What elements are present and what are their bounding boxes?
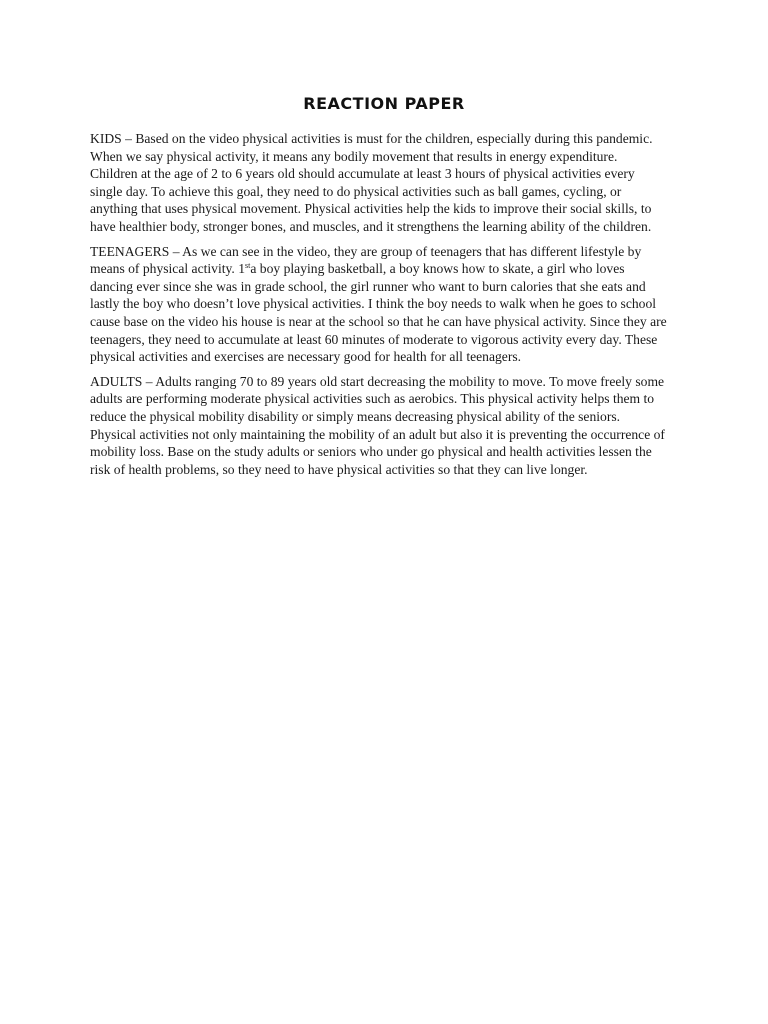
text-line: cause base on the video his house is near at the school so that he can have physical activity. Since they are bbox=[90, 313, 667, 329]
text-line: KIDS – Based on the video physical activities is must for the children, especially during this pandemic. bbox=[90, 131, 653, 146]
text-line: dancing ever since she was in grade school, the girl runner who want to burn calories that she eats and bbox=[90, 278, 646, 294]
text-line: teenagers, they need to accumulate at least 60 minutes of moderate to vigorous activity every day. These bbox=[90, 331, 658, 347]
ordinal-suffix: st bbox=[245, 261, 251, 271]
text-line: risk of health problems, so they need to have physical activities so that they can live longer. bbox=[90, 461, 588, 477]
text-line: Children at the age of 2 to 6 years old should accumulate at least 3 hours of physical activities every bbox=[90, 166, 635, 182]
text-line: ADULTS – Adults ranging 70 to 89 years old start decreasing the mobility to move. To move freely some bbox=[90, 373, 665, 389]
page-title: REACTION PAPER bbox=[303, 94, 465, 113]
text-line: have healthier body, stronger bones, and muscles, and it strengthens the learning ability of the children. bbox=[90, 218, 652, 234]
text-line: single day. To achieve this goal, they need to do physical activities such as ball games, cycling, or bbox=[90, 183, 622, 199]
text-line: adults are performing moderate physical activities such as aerobics. This physical activity helps them to bbox=[90, 391, 655, 407]
text-line: When we say physical activity, it means any bodily movement that results in energy expenditure. bbox=[90, 148, 618, 164]
paragraph-adults bbox=[90, 373, 685, 479]
text-line: physical activities and exercises are necessary good for health for all teenagers. bbox=[90, 349, 522, 365]
text-line: lastly the boy who doesn’t love physical activities. I think the boy needs to walk when he goes to school bbox=[90, 296, 657, 312]
document-body bbox=[90, 130, 685, 485]
text-line: TEENAGERS – As we can see in the video, they are group of teenagers that has different lifestyle by bbox=[90, 243, 642, 259]
text-line: anything that uses physical movement. Physical activities help the kids to improve their social skills, to bbox=[90, 201, 652, 217]
paragraph-teenagers bbox=[90, 243, 685, 366]
paragraph-kids bbox=[90, 130, 685, 236]
text-line: Physical activities not only maintaining the mobility of an adult but also it is preventing the occurrence of bbox=[90, 426, 665, 442]
text-line: reduce the physical mobility disability or simply means decreasing physical ability of the seniors. bbox=[90, 408, 621, 424]
text-segment: a boy playing basketball, a boy knows how to skate, a girl who loves bbox=[250, 261, 625, 277]
text-line-ordinal bbox=[90, 260, 685, 278]
text-line: mobility loss. Base on the study adults or seniors who under go physical and health activities lessen the bbox=[90, 444, 652, 460]
text-segment: means of physical activity. 1 bbox=[90, 261, 246, 277]
